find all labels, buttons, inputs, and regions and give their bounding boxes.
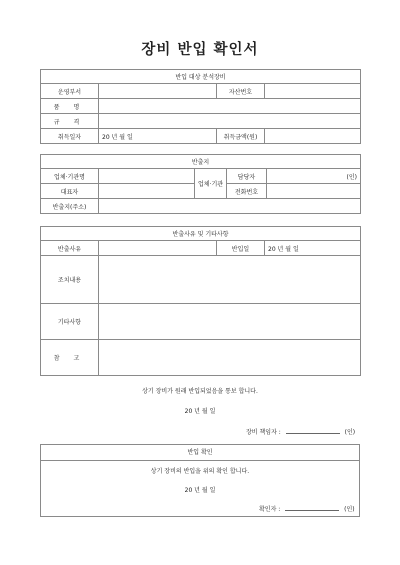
note-label: 참 고 (41, 340, 99, 376)
acq-date-field[interactable]: 20 년 월 일 (99, 129, 217, 144)
manager-label: 담당자 (227, 169, 267, 184)
confirmer-line (259, 504, 355, 513)
statement-date: 20 년 월 일 (184, 408, 216, 415)
acq-amount-label: 취득금액(원) (217, 129, 265, 144)
reason-header: 반출사유 및 기타사항 (41, 227, 361, 241)
company-side-label: 업체·기관 (195, 169, 227, 199)
statement-text: 상기 장비가 원래 반입되었음을 통보 합니다. (142, 388, 258, 395)
equipment-header: 반입 대상 분석장비 (41, 70, 361, 84)
action-field[interactable] (99, 256, 361, 304)
action-label: 조치내용 (41, 256, 99, 304)
rep-label: 대표자 (41, 184, 99, 199)
reason-table (40, 226, 361, 376)
company-field[interactable] (99, 169, 195, 184)
address-field[interactable] (99, 199, 361, 214)
reason-label: 반출사유 (41, 241, 99, 256)
spec-field[interactable] (99, 114, 361, 129)
acq-amount-field[interactable] (265, 129, 361, 144)
confirmer-signature-field[interactable] (285, 510, 339, 511)
confirmer-label: 확인자 : (259, 506, 281, 513)
carrier-table (40, 154, 361, 214)
note-field[interactable] (99, 340, 361, 376)
reason-field[interactable] (99, 241, 217, 256)
phone-label: 전화번호 (227, 184, 267, 199)
confirm-date: 20 년 월 일 (184, 487, 216, 494)
dept-field[interactable] (99, 84, 217, 99)
address-label: 반출지(주소) (41, 199, 99, 214)
manager-seal: (인) (346, 173, 358, 181)
manager-field[interactable] (267, 169, 361, 184)
return-date-field[interactable]: 20 년 월 일 (265, 241, 361, 256)
asset-no-label: 자산번호 (217, 84, 265, 99)
confirm-header: 반입 확인 (41, 445, 359, 461)
item-name-field[interactable] (99, 99, 361, 114)
rep-field[interactable] (99, 184, 195, 199)
company-label: 업체·기관명 (41, 169, 99, 184)
return-date-label: 반입일 (217, 241, 265, 256)
confirm-text: 상기 장비의 반입을 위의 확인 합니다. (150, 468, 250, 475)
document-title: 장비 반입 확인서 (141, 42, 259, 58)
responsible-signature-field[interactable] (286, 433, 340, 434)
phone-field[interactable] (267, 184, 361, 199)
asset-no-field[interactable] (265, 84, 361, 99)
confirmer-seal: (인) (344, 506, 355, 513)
item-name-label: 품 명 (41, 99, 99, 114)
responsible-label: 장비 책임자 : (246, 429, 281, 436)
responsible-line (246, 427, 355, 436)
confirm-box (40, 444, 360, 517)
responsible-seal: (인) (344, 429, 356, 436)
dept-label: 운영부서 (41, 84, 99, 99)
spec-label: 규 격 (41, 114, 99, 129)
equipment-table (40, 69, 361, 144)
carrier-header: 반출지 (41, 155, 361, 169)
acq-date-label: 취득일자 (41, 129, 99, 144)
etc-label: 기타사항 (41, 304, 99, 340)
etc-field[interactable] (99, 304, 361, 340)
